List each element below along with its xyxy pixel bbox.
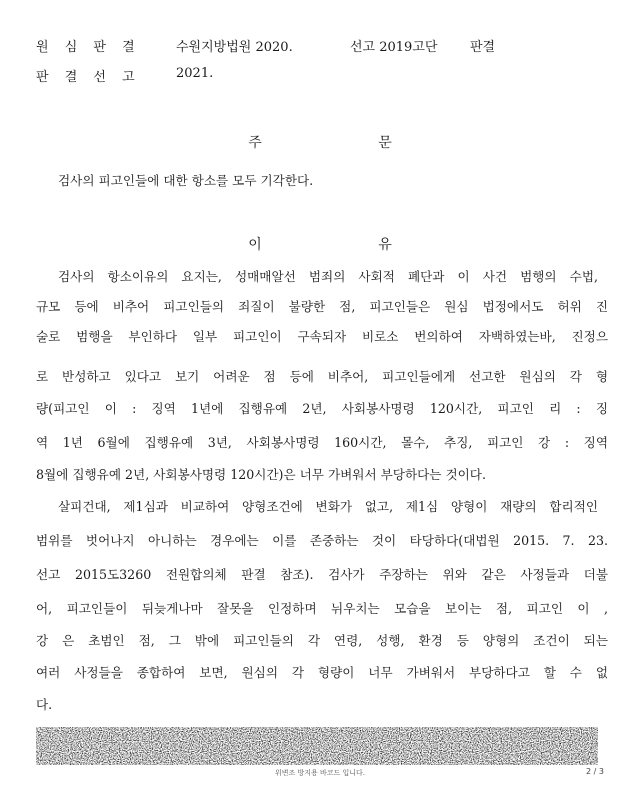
sentence-date-label: 판 결 선 고 xyxy=(36,70,141,85)
reason-line: 강 은 초범인 점, 그 밖에 피고인들의 각 연령, 성행, 환경 등 양형의 조건이 되는 xyxy=(36,633,608,648)
reason-line: 로 반성하고 있다고 보기 어려운 점 등에 비추어, 피고인들에게 선고한 원심의 각 형 xyxy=(36,369,608,384)
reason-line: 검사의 항소이유의 요지는, 성매매알선 범죄의 사회적 폐단과 이 사건 범행의 수법, xyxy=(58,269,598,284)
reason-line: 여러 사정들을 종합하여 보면, 원심의 각 형량이 너무 가벼워서 부당하다고 할 수 없 xyxy=(36,665,608,680)
reasons-heading: 이 유 xyxy=(248,237,448,253)
reason-line: 선고 2015도3260 전원합의체 판결 참조). 검사가 주장하는 위와 같은 사정들과 더불 xyxy=(36,567,608,582)
sentence-year: 2021. xyxy=(176,66,214,81)
anti-forgery-barcode xyxy=(36,727,598,765)
original-judgment-label: 원 심 판 결 xyxy=(36,40,141,55)
reason-line: 어, 피고인들이 뒤늦게나마 잘못을 인정하며 뉘우치는 모습을 보이는 점, 피고인 이 , xyxy=(36,601,608,616)
sentence-date-row xyxy=(0,66,640,88)
reason-line: 술로 범행을 부인하다 일부 피고인이 구속되자 비로소 번의하여 자백하였는바, 진정으 xyxy=(36,329,608,344)
original-court: 수원지방법원 2020. xyxy=(176,40,293,55)
judgment-type: 판결 xyxy=(470,40,496,55)
reason-line: 량(피고인 이 : 징역 1년에 집행유예 2년, 사회봉사명령 120시간, 피고인 리 : 징 xyxy=(36,401,608,416)
reason-line: 살피건대, 제1심과 비교하여 양형조건에 변화가 없고, 제1심 양형이 재량의 합리적인 xyxy=(58,499,598,514)
page-number: 2 / 3 xyxy=(586,767,604,776)
order-text: 검사의 피고인들에 대한 항소를 모두 기각한다. xyxy=(58,173,314,188)
reason-line: 범위를 벗어나지 아니하는 경우에는 이를 존중하는 것이 타당하다(대법원 2015. 7. 23. xyxy=(36,533,608,548)
original-judgment-row xyxy=(0,36,640,58)
case-number: 선고 2019고단 xyxy=(350,40,438,55)
order-heading: 주 문 xyxy=(248,135,448,151)
barcode-note: 위변조 방지용 바코드 입니다. xyxy=(274,769,366,777)
reason-line: 규모 등에 비추어 피고인들의 죄질이 불량한 점, 피고인들은 원심 법정에서도 허위 진 xyxy=(36,299,608,314)
reason-line: 8월에 집행유예 2년, 사회봉사명령 120시간)은 너무 가벼워서 부당하다는 것이다. xyxy=(36,467,486,482)
reason-line: 다. xyxy=(36,697,53,712)
reason-line: 역 1년 6월에 집행유예 3년, 사회봉사명령 160시간, 몰수, 추징, 피고인 강 : 징역 xyxy=(36,435,608,450)
